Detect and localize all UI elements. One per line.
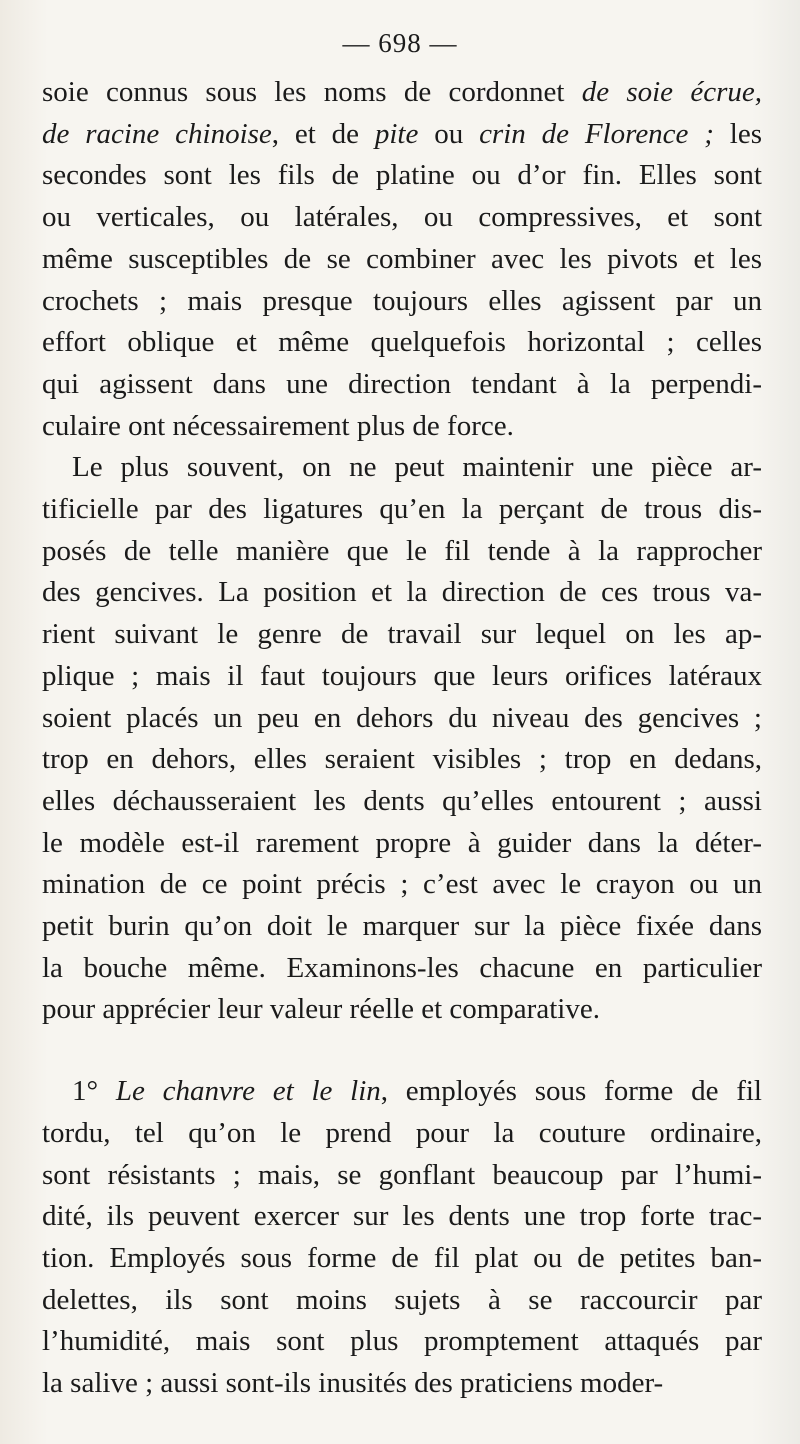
text-run: petit burin qu’on doit le marquer sur la pièce fixée dans xyxy=(42,910,762,943)
text-run: effort oblique et même quelquefois horizontal ; celles xyxy=(42,326,762,359)
italic-run: Le chanvre et le lin xyxy=(115,1075,381,1108)
paragraph-2 xyxy=(42,447,762,1031)
text-run: , et de xyxy=(271,117,375,150)
paragraph-3 xyxy=(42,1071,762,1405)
text-run: qui agissent dans une direction tendant à la perpendi- xyxy=(42,367,762,400)
text-line xyxy=(42,781,762,823)
text-line xyxy=(42,197,762,239)
text-run: tordu, tel qu’on le prend pour la couture ordinaire, xyxy=(42,1116,762,1149)
text-run: mination de ce point précis ; c’est avec le crayon ou un xyxy=(42,868,762,901)
text-run: tificielle par des ligatures qu’en la perçant de trous dis- xyxy=(42,493,762,526)
text-run: posés de telle manière que le fil tende à la rapprocher xyxy=(42,534,762,567)
text-run: la bouche même. Examinons-les chacune en particulier xyxy=(42,951,762,984)
text-line xyxy=(42,531,762,573)
text-line xyxy=(42,989,762,1031)
text-run: 1° xyxy=(72,1075,116,1108)
paragraph-1 xyxy=(42,72,762,447)
text-run: soie connus sous les noms de cordonnet xyxy=(42,76,582,108)
text-line xyxy=(42,364,762,406)
text-line xyxy=(42,1363,762,1405)
text-line xyxy=(42,1280,762,1322)
text-run: delettes, ils sont moins sujets à se raccourcir par xyxy=(42,1283,762,1316)
text-run: les xyxy=(713,117,762,150)
text-line xyxy=(42,906,762,948)
text-line xyxy=(42,1196,762,1238)
text-line xyxy=(42,614,762,656)
text-line xyxy=(42,447,762,489)
text-line xyxy=(42,406,762,448)
text-run: pour apprécier leur valeur réelle et comparative. xyxy=(42,993,600,1026)
text-run: des gencives. La position et la direction de ces trous va- xyxy=(42,576,762,609)
text-run: , employés sous forme de fil xyxy=(380,1075,762,1108)
text-line xyxy=(42,698,762,740)
text-line xyxy=(42,656,762,698)
text-run: crochets ; mais presque toujours elles agissent par un xyxy=(42,284,762,317)
text-run: l’humidité, mais sont plus promptement attaqués par xyxy=(42,1325,762,1358)
text-run: le modèle est-il rarement propre à guider dans la déter- xyxy=(42,826,762,859)
text-line xyxy=(42,823,762,865)
text-line xyxy=(42,1113,762,1155)
page-number: — 698 — xyxy=(342,28,458,58)
text-line xyxy=(42,948,762,990)
text-run: ou xyxy=(418,117,480,150)
text-line xyxy=(42,739,762,781)
text-run: culaire ont nécessairement plus de force. xyxy=(42,409,514,442)
body-text xyxy=(42,72,762,1405)
italic-run: de racine chinoise xyxy=(42,117,272,150)
text-run: Le plus souvent, on ne peut maintenir une pièce ar- xyxy=(72,451,762,484)
text-run: tion. Employés sous forme de fil plat ou de petites ban- xyxy=(42,1241,762,1274)
italic-run: pite xyxy=(374,117,419,150)
text-line xyxy=(42,1155,762,1197)
text-run: rient suivant le genre de travail sur lequel on les ap- xyxy=(42,618,762,651)
text-run: soient placés un peu en dehors du niveau des gencives ; xyxy=(42,701,762,734)
text-line xyxy=(42,239,762,281)
text-line xyxy=(42,322,762,364)
text-run: sont résistants ; mais, se gonflant beaucoup par l’humi- xyxy=(42,1158,762,1191)
text-line xyxy=(42,1321,762,1363)
text-line xyxy=(42,489,762,531)
italic-run: de soie écrue, xyxy=(581,76,762,108)
text-run: elles déchausseraient les dents qu’elles entourent ; aussi xyxy=(42,784,762,817)
text-line xyxy=(42,572,762,614)
text-line xyxy=(42,1071,762,1113)
paragraph-gap xyxy=(42,1031,762,1071)
text-run: secondes sont les fils de platine ou d’or fin. Elles sont xyxy=(42,159,762,192)
text-run: même susceptibles de se combiner avec les pivots et les xyxy=(42,242,762,275)
text-line xyxy=(42,72,762,114)
text-run: trop en dehors, elles seraient visibles ; trop en dedans, xyxy=(42,743,762,776)
italic-run: crin de Florence ; xyxy=(479,117,714,150)
text-run: plique ; mais il faut toujours que leurs orifices latéraux xyxy=(42,659,762,692)
text-run: ou verticales, ou latérales, ou compressives, et sont xyxy=(42,201,762,234)
text-line xyxy=(42,864,762,906)
text-line xyxy=(42,281,762,323)
text-run: la salive ; aussi sont-ils inusités des praticiens moder- xyxy=(42,1367,664,1400)
text-line xyxy=(42,114,762,156)
text-line xyxy=(42,155,762,197)
text-line xyxy=(42,1238,762,1280)
text-run: dité, ils peuvent exercer sur les dents une trop forte trac- xyxy=(42,1200,762,1233)
